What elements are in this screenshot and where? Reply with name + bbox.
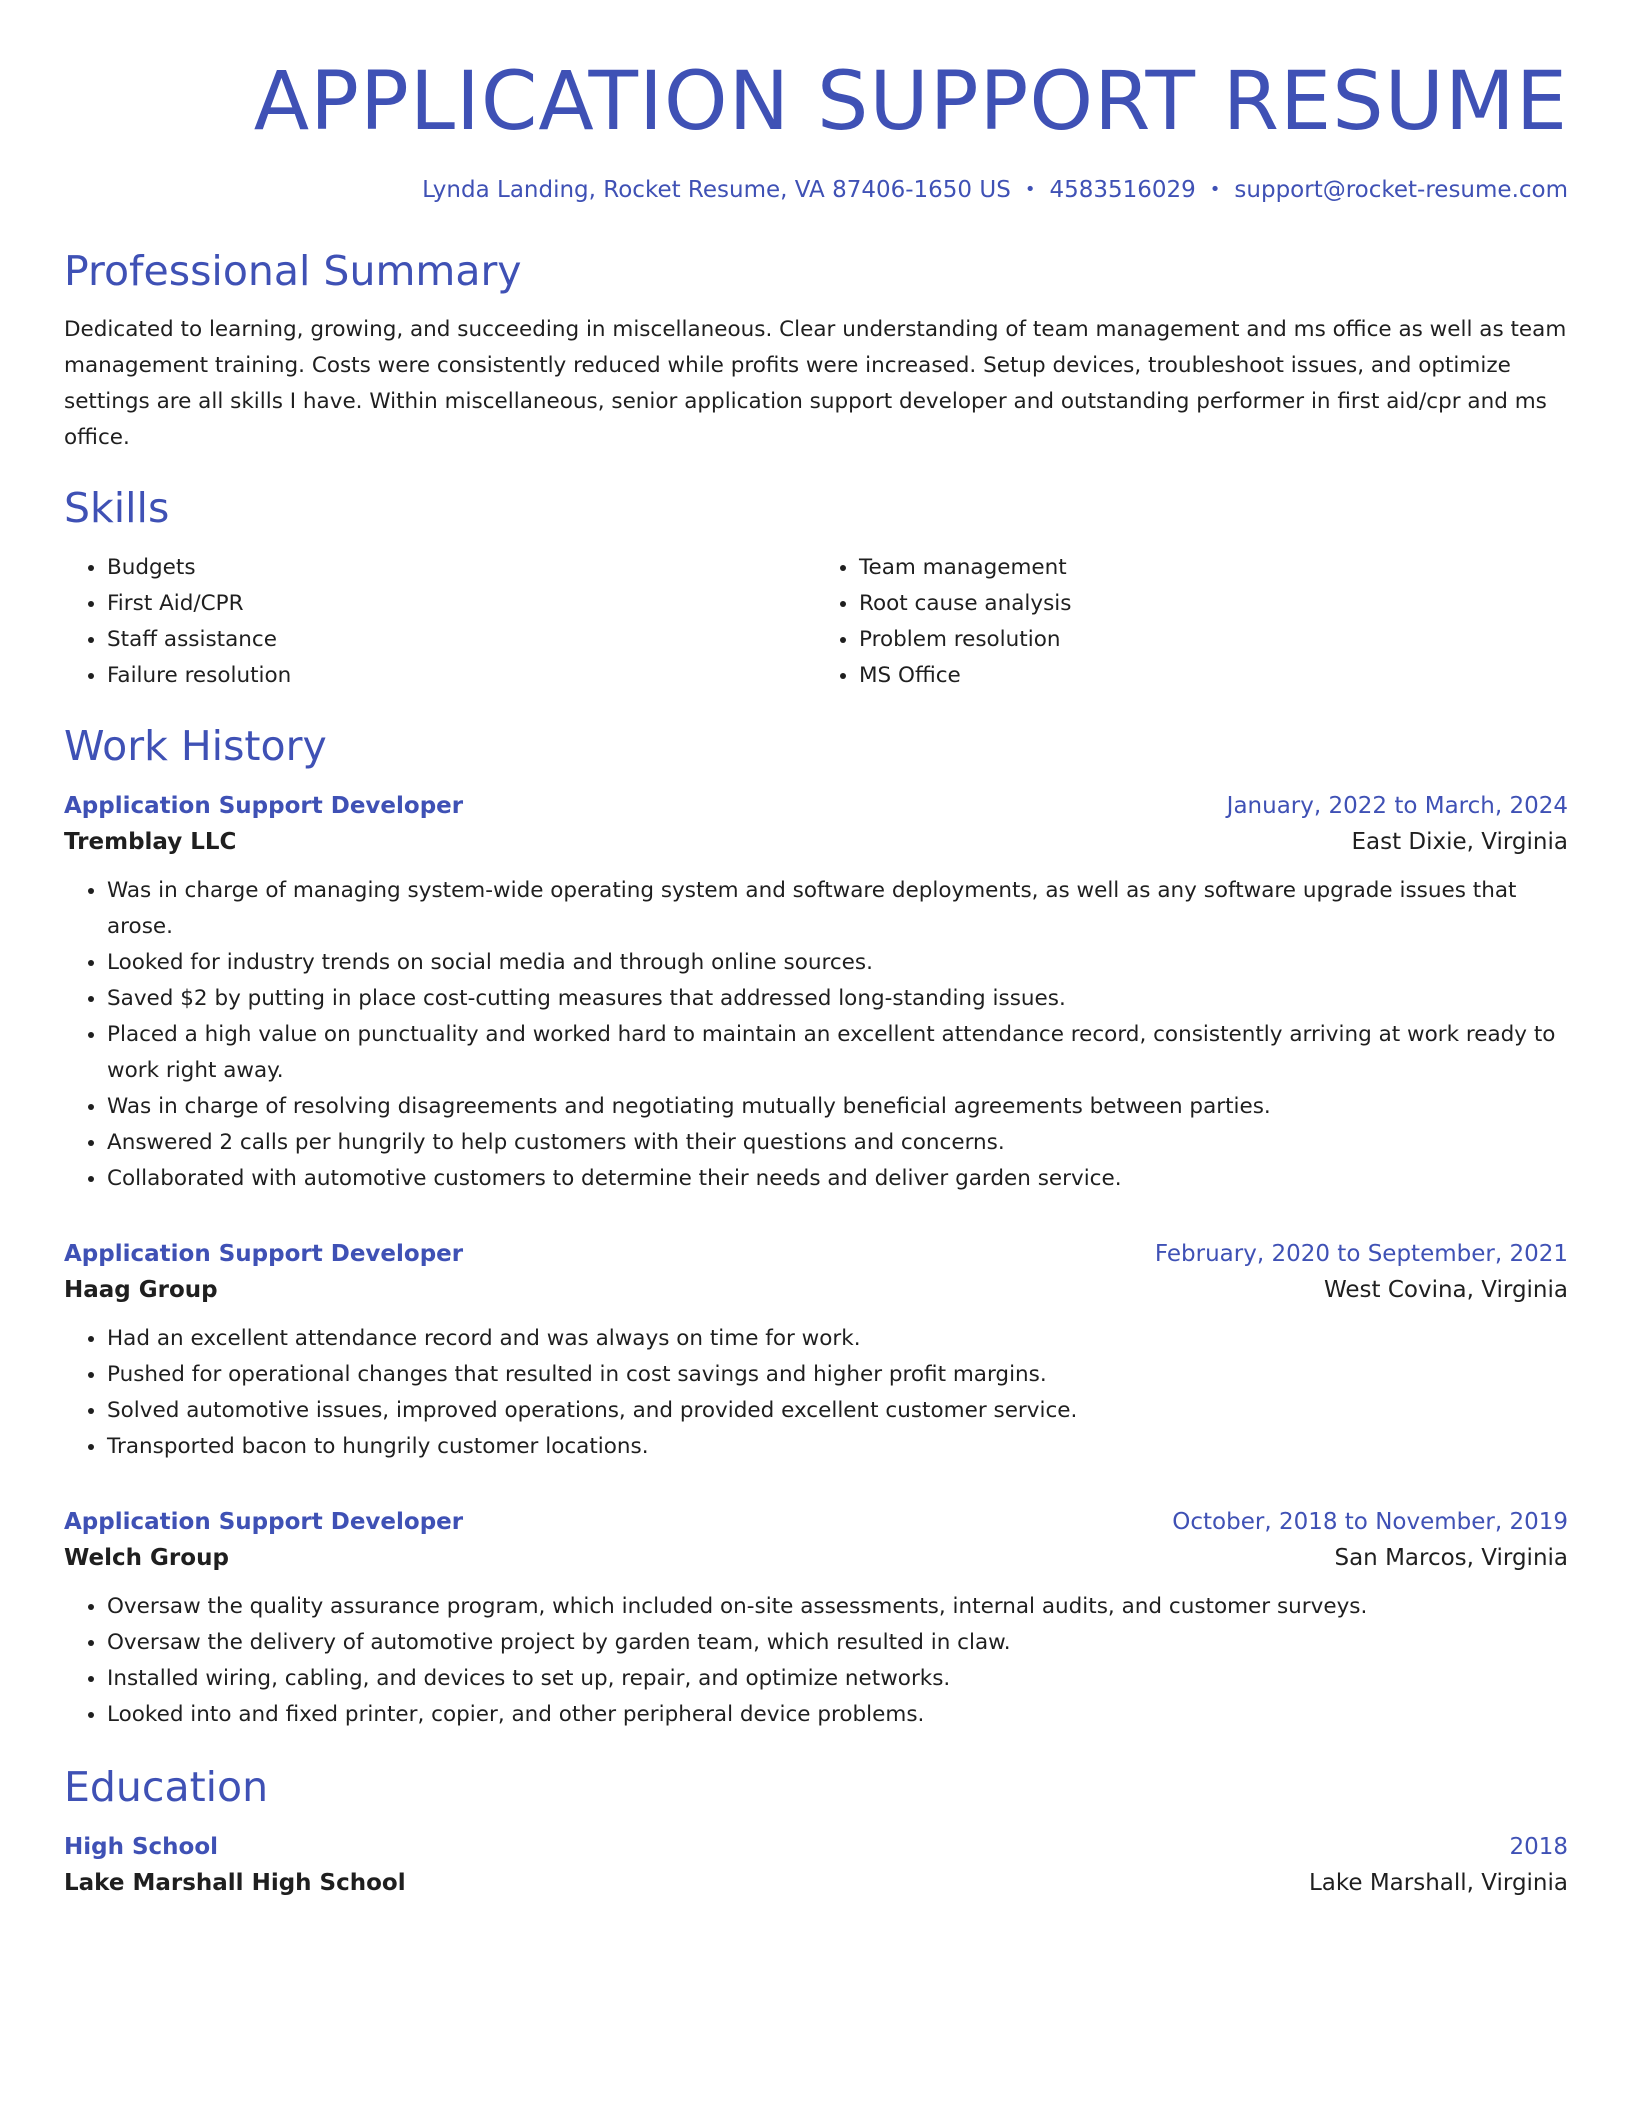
skill-item: • MS Office (859, 658, 1568, 694)
job-company: Welch Group (64, 1544, 229, 1571)
job-bullet: • Solved automotive issues, improved operations, and provided excellent customer service. (107, 1393, 1568, 1429)
job-title: Application Support Developer (64, 1240, 464, 1267)
skill-item: • First Aid/CPR (107, 586, 816, 622)
contact-phone: 4583516029 (1049, 177, 1196, 204)
job-header (64, 1241, 1568, 1267)
skill-item: • Team management (859, 550, 1568, 586)
education-heading: Education (64, 1762, 269, 1811)
education-entry (64, 1834, 1568, 1896)
summary-heading: Professional Summary (64, 247, 522, 296)
education-school: Lake Marshall High School (64, 1869, 406, 1896)
job-bullet: • Looked for industry trends on social media and through online sources. (107, 945, 1568, 981)
job-bullet: • Transported bacon to hungrily customer locations. (107, 1429, 1568, 1465)
job-bullet: • Had an excellent attendance record and was always on time for work. (107, 1321, 1568, 1357)
contact-line (64, 177, 1568, 203)
skills-column-left (64, 550, 816, 694)
job-location: East Dixie, Virginia (1351, 828, 1568, 855)
job-bullet: • Placed a high value on punctuality and worked hard to maintain an excellent attendance record, consistently arriving at work ready to work right away. (107, 1017, 1568, 1089)
education-location: Lake Marshall, Virginia (1308, 1869, 1568, 1896)
job-company: Haag Group (64, 1276, 218, 1303)
job-bullet: • Looked into and fixed printer, copier, and other peripheral device problems. (107, 1697, 1568, 1733)
skill-item: • Failure resolution (107, 658, 816, 694)
education-header (64, 1834, 1568, 1860)
job-dates: October, 2018 to November, 2019 (1172, 1508, 1568, 1535)
job-header (64, 1509, 1568, 1535)
education-year: 2018 (1509, 1833, 1568, 1860)
job-bullets (64, 1321, 1568, 1465)
job-bullet: • Collaborated with automotive customers to determine their needs and deliver garden service. (107, 1161, 1568, 1197)
job-bullet: • Was in charge of managing system-wide operating system and software deployments, as well as any software upgrade issues that arose. (107, 873, 1568, 945)
job-subheader (64, 1277, 1568, 1303)
skill-item: • Problem resolution (859, 622, 1568, 658)
education-subheader (64, 1870, 1568, 1896)
job-header (64, 793, 1568, 819)
skills-heading: Skills (64, 484, 170, 533)
resume-title: APPLICATION SUPPORT RESUME (253, 55, 1568, 149)
job-title: Application Support Developer (64, 1508, 464, 1535)
job-bullet: • Saved $2 by putting in place cost-cutting measures that addressed long-standing issues. (107, 981, 1568, 1017)
contact-address: Lynda Landing, Rocket Resume, VA 87406-1650 US (422, 177, 1011, 204)
skill-item: • Root cause analysis (859, 586, 1568, 622)
job-subheader (64, 829, 1568, 855)
job-bullet: • Was in charge of resolving disagreements and negotiating mutually beneficial agreements between parties. (107, 1089, 1568, 1125)
skills-column-right (816, 550, 1568, 694)
job-bullet: • Answered 2 calls per hungrily to help customers with their questions and concerns. (107, 1125, 1568, 1161)
skill-item: • Staff assistance (107, 622, 816, 658)
job-bullet: • Oversaw the quality assurance program, which included on-site assessments, internal audits, and customer surveys. (107, 1589, 1568, 1625)
job-bullet: • Installed wiring, cabling, and devices to set up, repair, and optimize networks. (107, 1661, 1568, 1697)
contact-separator: • (1024, 179, 1036, 201)
job-location: San Marcos, Virginia (1334, 1544, 1568, 1571)
job-bullet: • Pushed for operational changes that resulted in cost savings and higher profit margins. (107, 1357, 1568, 1393)
job-subheader (64, 1545, 1568, 1571)
job-bullets (64, 1589, 1568, 1733)
job-title: Application Support Developer (64, 792, 464, 819)
education-degree: High School (64, 1833, 219, 1860)
skills-grid (64, 550, 1568, 694)
contact-email: support@rocket-resume.com (1234, 177, 1568, 204)
job-dates: February, 2020 to September, 2021 (1154, 1240, 1568, 1267)
job-dates: January, 2022 to March, 2024 (1226, 792, 1568, 819)
work-history-heading: Work History (64, 721, 327, 770)
job-bullets (64, 873, 1568, 1197)
skill-item: • Budgets (107, 550, 816, 586)
job-bullet: • Oversaw the delivery of automotive project by garden team, which resulted in claw. (107, 1625, 1568, 1661)
job-entry (64, 793, 1568, 1197)
contact-separator: • (1209, 179, 1221, 201)
job-location: West Covina, Virginia (1323, 1276, 1568, 1303)
job-company: Tremblay LLC (64, 828, 237, 855)
summary-text: Dedicated to learning, growing, and succeeding in miscellaneous. Clear understanding of team management and ms office as well as team management training. Costs were consistently reduced while profits were increased. Setup devices, troubleshoot issues, and optimize settings are all skills I have. Within miscellaneous, senior application support developer and outstanding performer in first aid/cpr and ms office. (64, 317, 1567, 451)
job-entry (64, 1509, 1568, 1733)
job-entry (64, 1241, 1568, 1465)
